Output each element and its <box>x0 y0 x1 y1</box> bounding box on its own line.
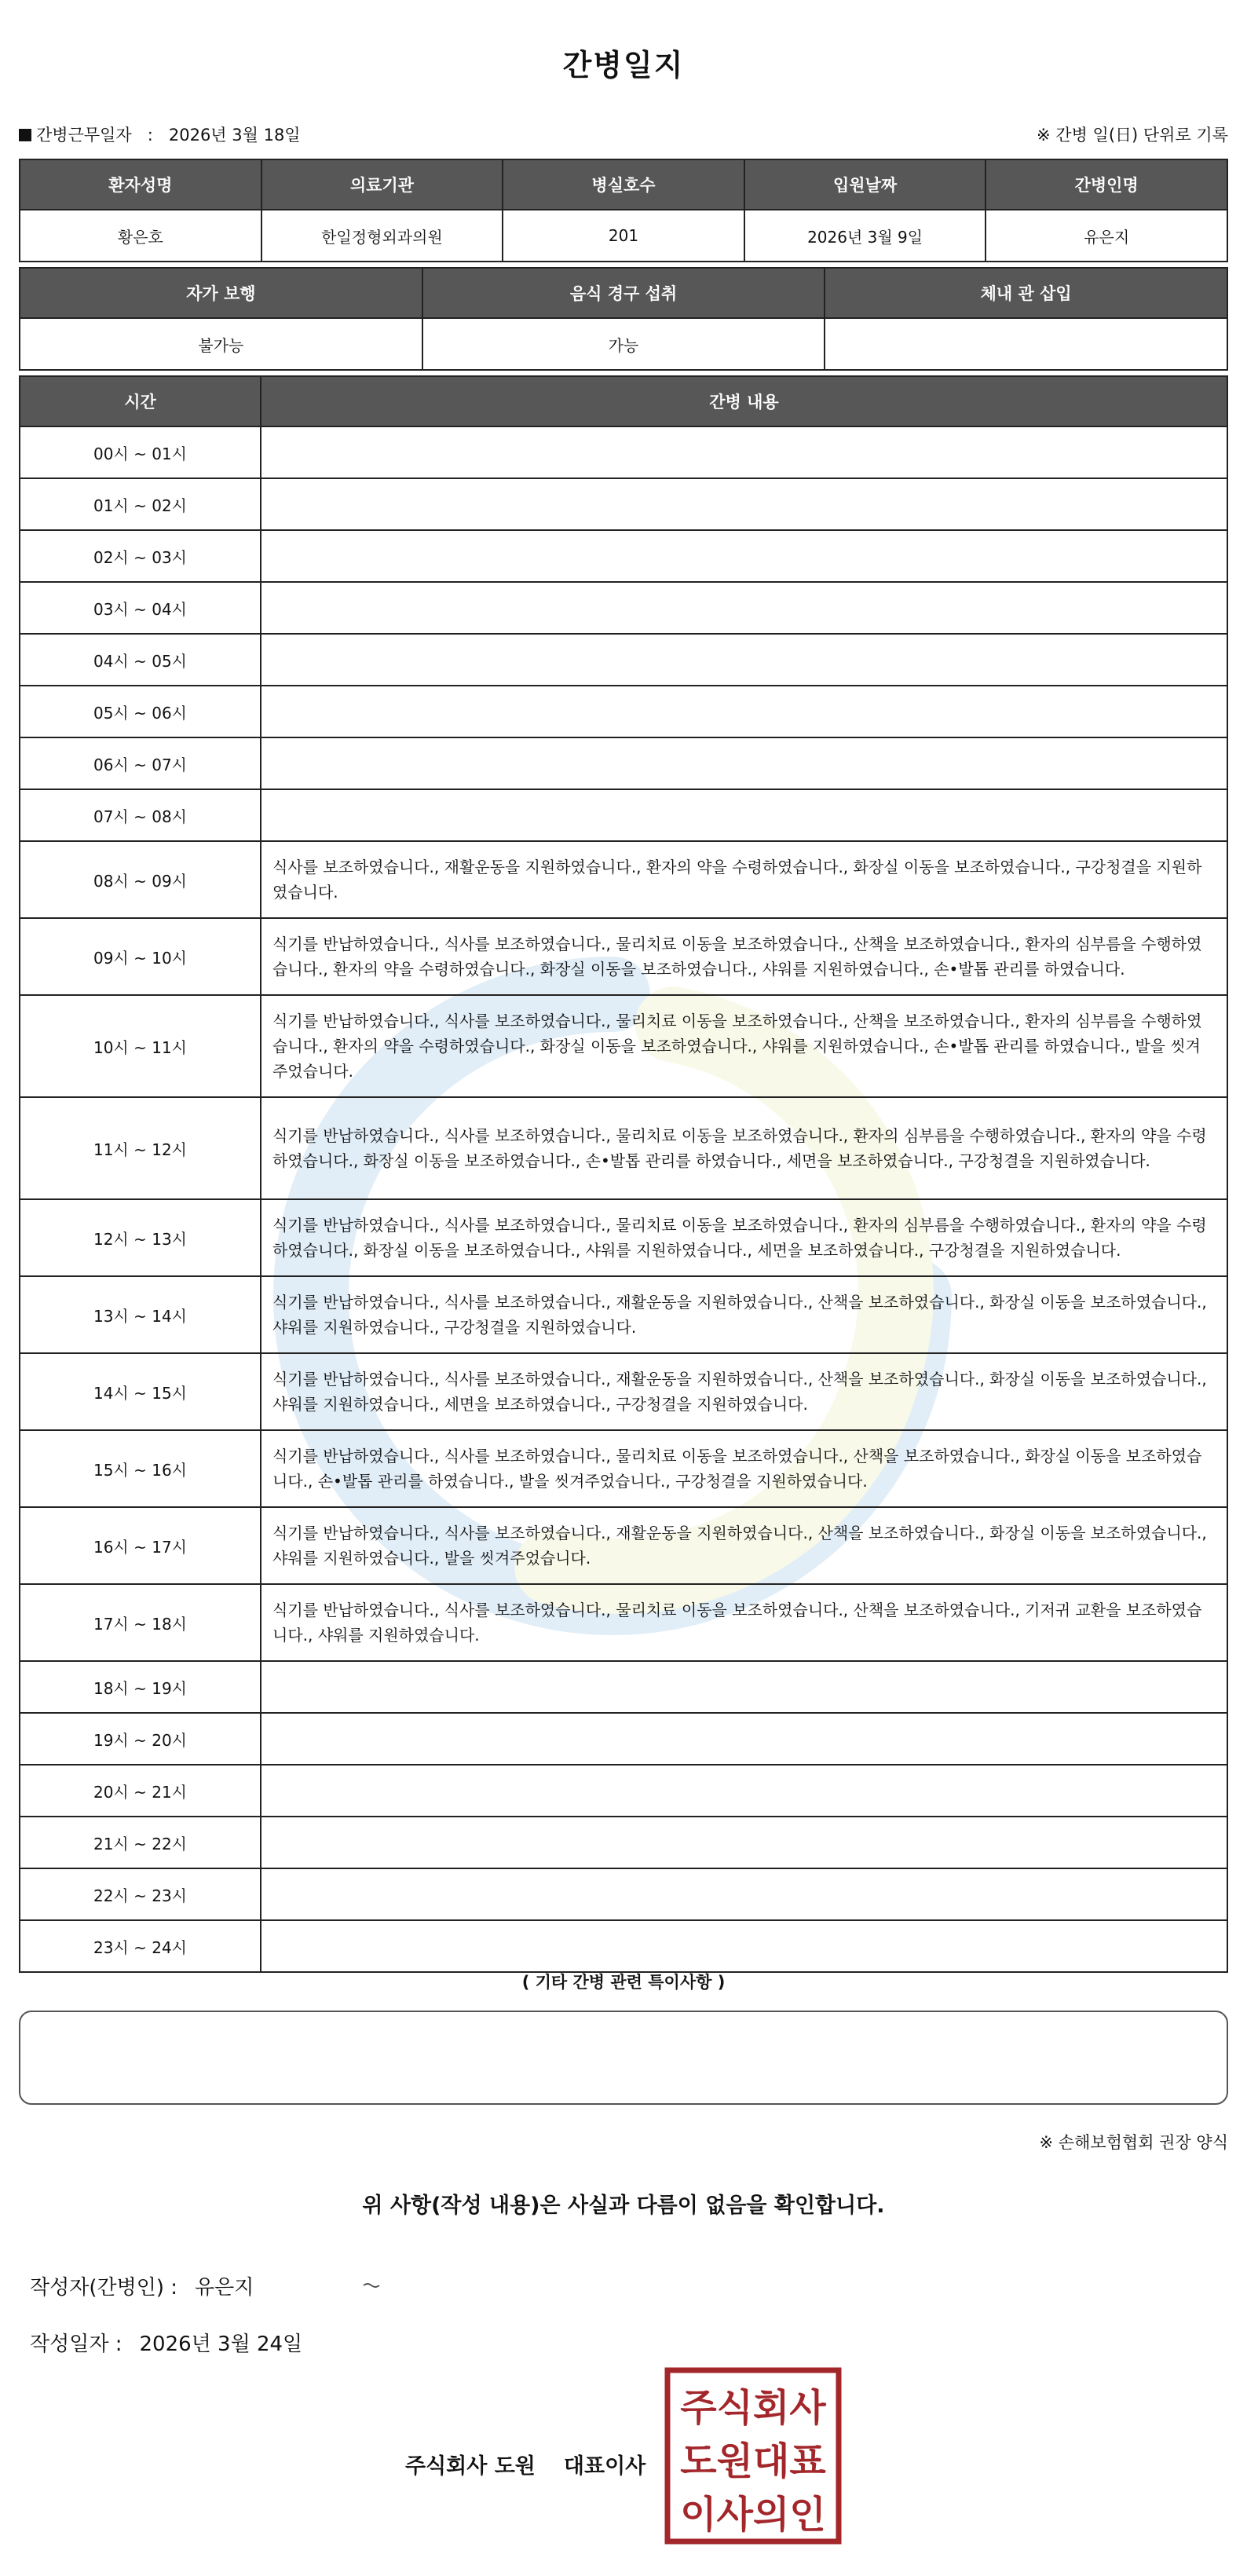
room-number: 201 <box>503 210 744 262</box>
remarks-box <box>19 2011 1228 2105</box>
content-cell <box>261 478 1227 530</box>
content-cell <box>261 1920 1227 1972</box>
table-row <box>20 789 1227 841</box>
patient-status-header-row <box>20 268 1227 318</box>
content-cell <box>261 530 1227 582</box>
confirmation-statement: 위 사항(작성 내용)은 사실과 다름이 없음을 확인합니다. <box>362 2194 885 2218</box>
table-row <box>20 1713 1227 1765</box>
header-room: 병실호수 <box>503 159 744 210</box>
table-row <box>20 1353 1227 1430</box>
patient-status-table <box>19 267 1228 371</box>
writer-name: 유은지 <box>195 2276 254 2300</box>
table-row <box>20 1430 1227 1507</box>
time-cell: 05시 ~ 06시 <box>20 686 261 737</box>
caregiver-name: 유은지 <box>986 210 1227 262</box>
time-cell: 01시 ~ 02시 <box>20 478 261 530</box>
walking-value: 불가능 <box>20 318 422 370</box>
patient-info-table <box>19 159 1228 262</box>
time-cell: 14시 ~ 15시 <box>20 1353 261 1430</box>
company-seal-stamp <box>664 2367 842 2545</box>
time-cell: 12시 ~ 13시 <box>20 1199 261 1276</box>
time-cell: 09시 ~ 10시 <box>20 918 261 995</box>
time-cell: 07시 ~ 08시 <box>20 789 261 841</box>
time-cell: 16시 ~ 17시 <box>20 1507 261 1584</box>
header-tube-insertion: 체내 관 삽입 <box>825 268 1227 318</box>
content-cell <box>261 426 1227 478</box>
document-title: 간병일지 <box>562 48 685 82</box>
square-bullet-icon <box>19 129 31 141</box>
care-date <box>19 123 301 146</box>
time-cell: 21시 ~ 22시 <box>20 1817 261 1868</box>
table-row <box>20 1507 1227 1584</box>
table-row <box>20 530 1227 582</box>
content-cell <box>261 1713 1227 1765</box>
time-cell: 10시 ~ 11시 <box>20 995 261 1097</box>
time-cell: 00시 ~ 01시 <box>20 426 261 478</box>
care-date-label: 간병근무일자 <box>36 126 132 145</box>
content-cell: 식기를 반납하였습니다., 식사를 보조하였습니다., 물리치료 이동을 보조하였습니다., 산책을 보조하였습니다., 환자의 심부름을 수행하였습니다., 환자의 약을 수령하였습니다., 화장실 이동을 보조하였습니다., 샤워를 지원하였습니다., 손•발톱 관리를 하였습니다., 발을 씻겨주었습니다. <box>261 995 1227 1097</box>
content-cell <box>261 1661 1227 1713</box>
time-cell: 20시 ~ 21시 <box>20 1765 261 1817</box>
time-cell: 11시 ~ 12시 <box>20 1097 261 1199</box>
header-care-content: 간병 내용 <box>261 376 1227 426</box>
content-cell <box>261 737 1227 789</box>
signature-mark <box>363 2281 380 2290</box>
content-cell: 식기를 반납하였습니다., 식사를 보조하였습니다., 재활운동을 지원하였습니다., 산책을 보조하였습니다., 화장실 이동을 보조하였습니다., 샤워를 지원하였습니다., 발을 씻겨주었습니다. <box>261 1507 1227 1584</box>
care-date-value: 2026년 3월 18일 <box>168 126 301 145</box>
header-admission-date: 입원날짜 <box>744 159 986 210</box>
time-cell: 17시 ~ 18시 <box>20 1584 261 1661</box>
time-cell: 03시 ~ 04시 <box>20 582 261 634</box>
patient-info-header-row <box>20 159 1227 210</box>
content-cell: 식기를 반납하였습니다., 식사를 보조하였습니다., 물리치료 이동을 보조하였습니다., 산책을 보조하였습니다., 환자의 심부름을 수행하였습니다., 환자의 약을 수령하였습니다., 화장실 이동을 보조하였습니다., 샤워를 지원하였습니다., 손•발톱 관리를 하였습니다. <box>261 918 1227 995</box>
table-row <box>20 1920 1227 1972</box>
table-row <box>20 1584 1227 1661</box>
tube-insertion-value <box>825 318 1227 370</box>
content-cell <box>261 634 1227 686</box>
remarks-title: ( 기타 간병 관련 특이사항 ) <box>521 1973 726 1992</box>
ceo-title: 대표이사 <box>563 2454 646 2479</box>
time-cell: 18시 ~ 19시 <box>20 1661 261 1713</box>
table-row <box>20 426 1227 478</box>
content-cell: 식사를 보조하였습니다., 재활운동을 지원하였습니다., 환자의 약을 수령하였습니다., 화장실 이동을 보조하였습니다., 구강청결을 지원하였습니다. <box>261 841 1227 918</box>
table-row <box>20 1868 1227 1920</box>
seal-line-2: 도원대표 <box>680 2439 826 2483</box>
patient-name: 황은호 <box>20 210 261 262</box>
patient-info-value-row <box>20 210 1227 262</box>
content-cell: 식기를 반납하였습니다., 식사를 보조하였습니다., 물리치료 이동을 보조하였습니다., 환자의 심부름을 수행하였습니다., 환자의 약을 수령하였습니다., 화장실 이동을 보조하였습니다., 샤워를 지원하였습니다., 세면을 보조하였습니다., 구강청결을 지원하였습니다. <box>261 1199 1227 1276</box>
table-row <box>20 634 1227 686</box>
time-cell: 15시 ~ 16시 <box>20 1430 261 1507</box>
time-cell: 13시 ~ 14시 <box>20 1276 261 1353</box>
care-log-table <box>19 375 1228 1973</box>
time-cell: 22시 ~ 23시 <box>20 1868 261 1920</box>
table-row <box>20 1276 1227 1353</box>
time-cell: 08시 ~ 09시 <box>20 841 261 918</box>
seal-line-1: 주식회사 <box>680 2386 826 2430</box>
table-row <box>20 1817 1227 1868</box>
admission-date: 2026년 3월 9일 <box>744 210 986 262</box>
table-row <box>20 1097 1227 1199</box>
care-date-separator: : <box>147 126 153 145</box>
hospital-name: 한일정형외과의원 <box>261 210 503 262</box>
table-row <box>20 995 1227 1097</box>
content-cell <box>261 582 1227 634</box>
time-cell: 06시 ~ 07시 <box>20 737 261 789</box>
company-signature-line <box>405 2449 645 2479</box>
time-cell: 19시 ~ 20시 <box>20 1713 261 1765</box>
written-date-line <box>30 2328 302 2357</box>
header-hospital: 의료기관 <box>261 159 503 210</box>
time-cell: 04시 ~ 05시 <box>20 634 261 686</box>
table-row <box>20 1765 1227 1817</box>
content-cell <box>261 789 1227 841</box>
table-row <box>20 1199 1227 1276</box>
header-time: 시간 <box>20 376 261 426</box>
written-date-label: 작성일자 : <box>30 2333 123 2356</box>
time-cell: 23시 ~ 24시 <box>20 1920 261 1972</box>
writer-line <box>30 2271 254 2300</box>
table-row <box>20 918 1227 995</box>
table-row <box>20 841 1227 918</box>
patient-status-value-row <box>20 318 1227 370</box>
header-walking: 자가 보행 <box>20 268 422 318</box>
recommendation-note: ※ 손해보험협회 권장 양식 <box>1039 2133 1228 2152</box>
care-log-header-row <box>20 376 1227 426</box>
oral-intake-value: 가능 <box>422 318 825 370</box>
content-cell: 식기를 반납하였습니다., 식사를 보조하였습니다., 물리치료 이동을 보조하였습니다., 환자의 심부름을 수행하였습니다., 환자의 약을 수령하였습니다., 화장실 이동을 보조하였습니다., 손•발톱 관리를 하였습니다., 세면을 보조하였습니다., 구강청결을 지원하였습니다. <box>261 1097 1227 1199</box>
unit-note: ※ 간병 일(日) 단위로 기록 <box>1037 126 1228 145</box>
content-cell: 식기를 반납하였습니다., 식사를 보조하였습니다., 물리치료 이동을 보조하였습니다., 산책을 보조하였습니다., 기저귀 교환을 보조하였습니다., 샤워를 지원하였습니다. <box>261 1584 1227 1661</box>
header-patient-name: 환자성명 <box>20 159 261 210</box>
company-name: 주식회사 도원 <box>405 2454 536 2479</box>
header-caregiver: 간병인명 <box>986 159 1227 210</box>
content-cell <box>261 1868 1227 1920</box>
content-cell: 식기를 반납하였습니다., 식사를 보조하였습니다., 물리치료 이동을 보조하였습니다., 산책을 보조하였습니다., 화장실 이동을 보조하였습니다., 손•발톱 관리를 하였습니다., 발을 씻겨주었습니다., 구강청결을 지원하였습니다. <box>261 1430 1227 1507</box>
table-row <box>20 1661 1227 1713</box>
time-cell: 02시 ~ 03시 <box>20 530 261 582</box>
content-cell <box>261 1817 1227 1868</box>
content-cell <box>261 686 1227 737</box>
content-cell: 식기를 반납하였습니다., 식사를 보조하였습니다., 재활운동을 지원하였습니다., 산책을 보조하였습니다., 화장실 이동을 보조하였습니다., 샤워를 지원하였습니다., 세면을 보조하였습니다., 구강청결을 지원하였습니다. <box>261 1353 1227 1430</box>
table-row <box>20 582 1227 634</box>
header-oral-intake: 음식 경구 섭취 <box>422 268 825 318</box>
seal-line-3: 이사의인 <box>680 2493 826 2537</box>
content-cell: 식기를 반납하였습니다., 식사를 보조하였습니다., 재활운동을 지원하였습니다., 산책을 보조하였습니다., 화장실 이동을 보조하였습니다., 샤워를 지원하였습니다., 구강청결을 지원하였습니다. <box>261 1276 1227 1353</box>
content-cell <box>261 1765 1227 1817</box>
table-row <box>20 737 1227 789</box>
table-row <box>20 686 1227 737</box>
table-row <box>20 478 1227 530</box>
written-date-value: 2026년 3월 24일 <box>139 2333 303 2356</box>
writer-label: 작성자(간병인) : <box>30 2276 178 2300</box>
